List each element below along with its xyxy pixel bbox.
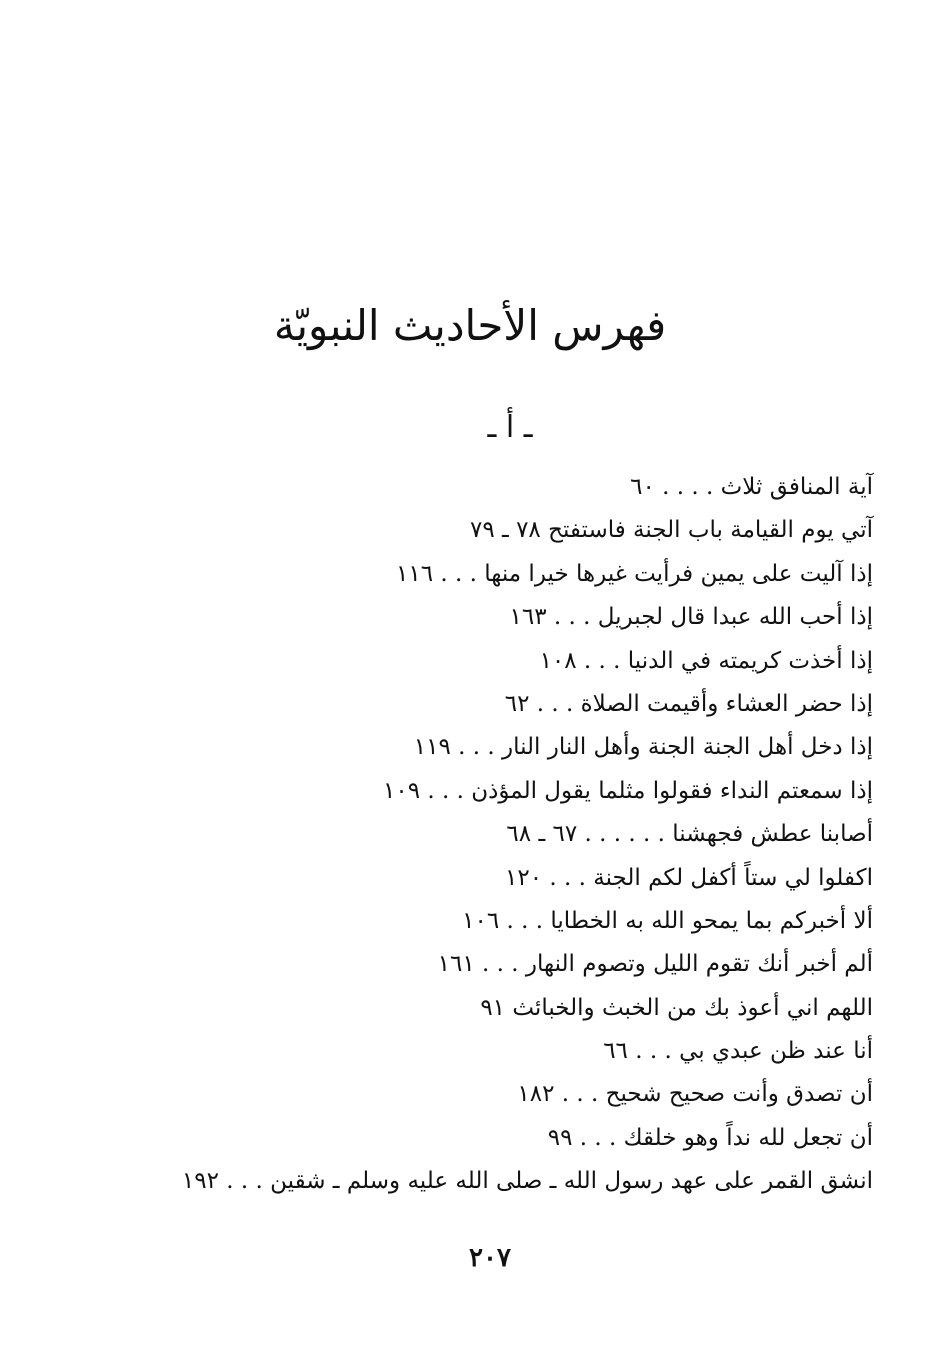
index-entry: أن تصدق وأنت صحيح شحيح . . . ١٨٢ bbox=[517, 1081, 873, 1108]
index-entry: إذا آليت على يمين فرأيت غيرها خيرا منها . . . ١١٦ bbox=[396, 560, 873, 587]
index-entry: انشق القمر على عهد رسول الله ـ صلى الله عليه وسلم ـ شقين . . . ١٩٢ bbox=[181, 1168, 873, 1195]
index-entry: أصابنا عطش فجهشنا . . . . . . ٦٧ ـ ٦٨ bbox=[506, 821, 873, 848]
index-entry: إذا سمعتم النداء فقولوا مثلما يقول المؤذن . . . ١٠٩ bbox=[383, 777, 873, 804]
index-entry: ألم أخبر أنك تقوم الليل وتصوم النهار . . . ١٦١ bbox=[437, 951, 873, 978]
index-entry: آتي يوم القيامة باب الجنة فاستفتح ٧٨ ـ ٧٩ bbox=[469, 517, 873, 544]
index-entry: آية المنافق ثلاث . . . . ٦٠ bbox=[630, 474, 873, 500]
hadith-index-list bbox=[113, 466, 873, 1204]
index-entry: اكفلوا لي ستاً أكفل لكم الجنة . . . ١٢٠ bbox=[505, 864, 873, 891]
page-number: ٢٠٧ bbox=[469, 1243, 511, 1273]
index-entry: اللهم اني أعوذ بك من الخبث والخبائث ٩١ bbox=[480, 994, 873, 1021]
section-letter: ـ أ ـ bbox=[487, 410, 533, 445]
index-entry: أنا عند ظن عبدي بي . . . ٦٦ bbox=[603, 1038, 873, 1065]
page-title: فهرس الأحاديث النبويّة bbox=[273, 301, 667, 350]
index-entry: أن تجعل لله نداً وهو خلقك . . . ٩٩ bbox=[547, 1124, 873, 1151]
index-entry: إذا حضر العشاء وأقيمت الصلاة . . . ٦٢ bbox=[504, 690, 873, 717]
index-entry: إذا دخل أهل الجنة الجنة وأهل النار النار . . . ١١٩ bbox=[413, 734, 873, 761]
index-entry: إذا أخذت كريمته في الدنيا . . . ١٠٨ bbox=[539, 647, 873, 674]
index-entry: إذا أحب الله عبدا قال لجبريل . . . ١٦٣ bbox=[509, 604, 873, 631]
index-entry: ألا أخبركم بما يمحو الله به الخطايا . . . ١٠٦ bbox=[462, 907, 873, 934]
